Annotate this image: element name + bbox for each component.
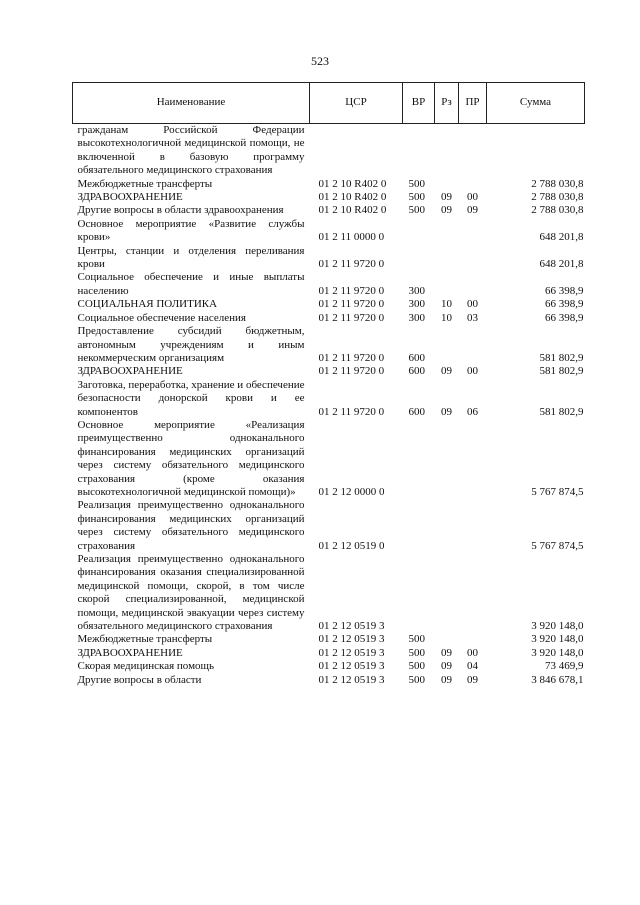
table-row [73, 204, 585, 217]
cell-vr: 500 [408, 673, 425, 686]
cell-rz: 09 [441, 673, 452, 686]
cell-pr [459, 419, 487, 499]
cell-vr [403, 499, 435, 553]
cell-csr: 01 2 11 9720 0 [318, 298, 385, 311]
cell-vr: 500 [408, 633, 425, 646]
cell-rz: 10 [441, 298, 452, 311]
cell-name: Социальное обеспечение и иные выплаты населению [77, 271, 305, 297]
cell-sum: 648 201,8 [539, 231, 584, 244]
cell-csr: 01 2 11 0000 0 [318, 231, 385, 244]
cell-name: Реализация преимущественно одноканального финансирования оказания специализированной медицинской помощи, скорой, в том числе скорой специализированной, медицинской помощи, медицинской эвакуации через систему обязательного медицинского страхования [77, 553, 305, 633]
cell-sum: 5 767 874,5 [531, 539, 584, 552]
cell-sum: 66 398,9 [545, 298, 584, 311]
cell-pr: 00 [467, 191, 478, 204]
cell-pr [459, 218, 487, 245]
cell-vr: 500 [408, 177, 425, 190]
table-body [73, 124, 585, 688]
cell-name: Предоставление субсидий бюджетным, автономным учреждениям и иным некоммерческим организациям [77, 325, 305, 364]
cell-pr [459, 178, 487, 191]
cell-sum: 2 788 030,8 [531, 177, 584, 190]
cell-csr: 01 2 10 R402 0 [318, 177, 387, 190]
cell-csr: 01 2 12 0519 3 [318, 673, 385, 686]
cell-pr: 00 [467, 646, 478, 659]
table-row [73, 312, 585, 325]
cell-name: Межбюджетные трансферты [77, 177, 213, 190]
cell-csr: 01 2 11 9720 0 [318, 311, 385, 324]
cell-sum: 5 767 874,5 [531, 485, 584, 498]
cell-name: гражданам Российской Федерации высокотехнологичной медицинской помощи, не включенной в базовую программу обязательного медицинского страхования [77, 124, 305, 177]
header-rz: Рз [435, 83, 459, 124]
cell-vr: 300 [408, 284, 425, 297]
table-row [73, 218, 585, 245]
cell-rz [435, 124, 459, 178]
cell-vr: 500 [408, 204, 425, 217]
page-number: 523 [311, 54, 329, 68]
cell-vr: 300 [408, 298, 425, 311]
cell-csr: 01 2 12 0519 0 [318, 539, 385, 552]
cell-pr [459, 271, 487, 298]
cell-sum: 648 201,8 [539, 258, 584, 271]
cell-csr: 01 2 11 9720 0 [318, 405, 385, 418]
cell-vr: 500 [408, 646, 425, 659]
table-row [73, 379, 585, 419]
cell-vr: 500 [408, 660, 425, 673]
cell-csr [310, 124, 403, 178]
cell-pr: 00 [467, 365, 478, 378]
cell-rz: 09 [441, 365, 452, 378]
cell-rz [435, 245, 459, 272]
cell-sum: 581 802,9 [539, 405, 584, 418]
table-row [73, 271, 585, 298]
cell-pr: 00 [467, 298, 478, 311]
header-csr: ЦСР [310, 83, 403, 124]
header-vr: ВР [403, 83, 435, 124]
cell-csr: 01 2 11 9720 0 [318, 351, 385, 364]
table-row [73, 674, 585, 687]
table-row [73, 499, 585, 553]
cell-rz [435, 271, 459, 298]
cell-pr [459, 633, 487, 646]
cell-rz: 09 [441, 191, 452, 204]
table-row [73, 245, 585, 272]
table-row [73, 647, 585, 660]
cell-csr: 01 2 10 R402 0 [318, 191, 387, 204]
table-row [73, 553, 585, 633]
cell-csr: 01 2 12 0000 0 [318, 485, 385, 498]
cell-rz [435, 633, 459, 646]
cell-name: ЗДРАВООХРАНЕНИЕ [77, 646, 183, 659]
header-name: Наименование [73, 83, 310, 124]
cell-csr: 01 2 11 9720 0 [318, 258, 385, 271]
cell-vr: 300 [408, 311, 425, 324]
cell-vr [403, 419, 435, 499]
table-row [73, 124, 585, 178]
cell-name: ЗДРАВООХРАНЕНИЕ [77, 365, 183, 378]
cell-pr: 09 [467, 204, 478, 217]
cell-pr: 03 [467, 311, 478, 324]
table-row [73, 633, 585, 646]
cell-pr [459, 499, 487, 553]
table-row [73, 365, 585, 378]
cell-rz: 09 [441, 660, 452, 673]
cell-name: Другие вопросы в области [77, 673, 202, 686]
cell-sum: 581 802,9 [539, 365, 584, 378]
cell-sum: 66 398,9 [545, 284, 584, 297]
cell-sum: 3 846 678,1 [531, 673, 584, 686]
cell-rz: 09 [441, 405, 452, 418]
cell-sum [487, 124, 585, 178]
cell-sum: 3 920 148,0 [531, 633, 584, 646]
cell-name: Основное мероприятие «Развитие службы крови» [77, 217, 305, 244]
cell-csr: 01 2 11 9720 0 [318, 284, 385, 297]
cell-rz: 10 [441, 311, 452, 324]
cell-name: Скорая медицинская помощь [77, 660, 215, 673]
cell-rz: 09 [441, 646, 452, 659]
header-sum: Сумма [487, 83, 585, 124]
cell-vr: 600 [408, 365, 425, 378]
cell-name: Заготовка, переработка, хранение и обеспечение безопасности донорской крови и ее компонентов [77, 378, 305, 418]
cell-name: Межбюджетные трансферты [77, 633, 213, 646]
cell-sum: 3 920 148,0 [531, 620, 584, 633]
cell-vr [403, 218, 435, 245]
cell-vr [403, 124, 435, 178]
cell-csr: 01 2 11 9720 0 [318, 365, 385, 378]
cell-name: ЗДРАВООХРАНЕНИЕ [77, 191, 183, 204]
cell-sum: 3 920 148,0 [531, 646, 584, 659]
table-row [73, 191, 585, 204]
cell-pr: 06 [467, 405, 478, 418]
cell-pr [459, 325, 487, 365]
cell-vr [403, 553, 435, 633]
cell-rz [435, 325, 459, 365]
cell-vr: 600 [408, 405, 425, 418]
table-row [73, 298, 585, 311]
cell-sum: 2 788 030,8 [531, 204, 584, 217]
budget-table [72, 82, 585, 687]
cell-pr [459, 124, 487, 178]
cell-rz [435, 178, 459, 191]
cell-sum: 73 469,9 [545, 660, 584, 673]
cell-csr: 01 2 12 0519 3 [318, 620, 385, 633]
cell-sum: 581 802,9 [539, 351, 584, 364]
cell-name: Центры, станции и отделения переливания крови [77, 244, 305, 271]
cell-pr: 04 [467, 660, 478, 673]
table-header [73, 83, 585, 124]
cell-csr: 01 2 10 R402 0 [318, 204, 387, 217]
cell-name: Основное мероприятие «Реализация преимущественно одноканального финансирования медицинских организаций через систему обязательного медицинского страхования (кроме оказания высокотехнологичной медицинской помощи)» [77, 418, 305, 498]
cell-rz [435, 553, 459, 633]
cell-sum: 66 398,9 [545, 311, 584, 324]
table-row [73, 660, 585, 673]
table-row [73, 419, 585, 499]
cell-rz [435, 218, 459, 245]
cell-pr [459, 245, 487, 272]
cell-name: Реализация преимущественно одноканального финансирования медицинских организаций через систему обязательного медицинского страхования [77, 499, 305, 552]
cell-rz [435, 499, 459, 553]
cell-sum: 2 788 030,8 [531, 191, 584, 204]
cell-csr: 01 2 12 0519 3 [318, 646, 385, 659]
cell-csr: 01 2 12 0519 3 [318, 633, 385, 646]
cell-vr: 600 [408, 351, 425, 364]
cell-pr [459, 553, 487, 633]
cell-vr [403, 245, 435, 272]
table-row [73, 325, 585, 365]
cell-name: Социальное обеспечение населения [77, 311, 246, 324]
cell-csr: 01 2 12 0519 3 [318, 660, 385, 673]
cell-pr: 09 [467, 673, 478, 686]
header-pr: ПР [459, 83, 487, 124]
cell-rz: 09 [441, 204, 452, 217]
cell-name: СОЦИАЛЬНАЯ ПОЛИТИКА [77, 298, 218, 311]
table-row [73, 178, 585, 191]
cell-vr: 500 [408, 191, 425, 204]
cell-rz [435, 419, 459, 499]
cell-name: Другие вопросы в области здравоохранения [77, 204, 284, 217]
